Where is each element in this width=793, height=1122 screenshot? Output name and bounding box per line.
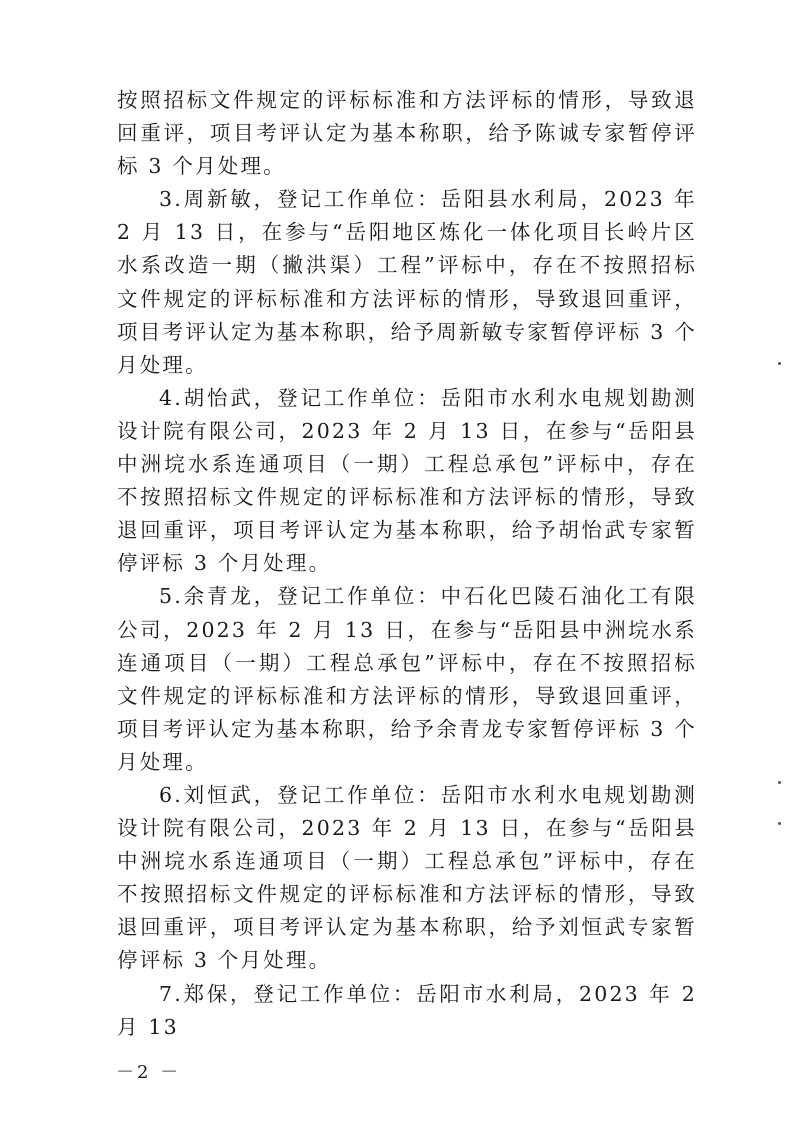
scan-speck bbox=[778, 781, 781, 784]
paragraph-item-4: 4.胡怡武，登记工作单位：岳阳市水利水电规划勘测设计院有限公司，2023 年 2 月 13 日，在参与“岳阳县中洲垸水系连通项目（一期）工程总承包”评标中，存在不按照招标文件规定的评标标准和方法评标的情形，导致退回重评，项目考评认定为基本称职，给予胡怡武专家暂停评标 3 个月处理。 bbox=[117, 385, 697, 576]
document-body bbox=[117, 84, 697, 1044]
paragraph-item-7: 7.郑保，登记工作单位：岳阳市水利局，2023 年 2 月 13 bbox=[117, 981, 697, 1039]
paragraph-item-5: 5.余青龙，登记工作单位：中石化巴陵石油化工有限公司，2023 年 2 月 13 日，在参与“岳阳县中洲垸水系连通项目（一期）工程总承包”评标中，存在不按照招标文件规定的评标标准和方法评标的情形，导致退回重评，项目考评认定为基本称职，给予余青龙专家暂停评标 3 个月处理。 bbox=[117, 584, 697, 774]
page-number: －2 － bbox=[116, 1062, 182, 1083]
paragraph-continuation: 按照招标文件规定的评标标准和方法评标的情形，导致退回重评，项目考评认定为基本称职，给予陈诚专家暂停评标 3 个月处理。 bbox=[117, 88, 697, 179]
paragraph-item-3: 3.周新敏，登记工作单位：岳阳县水利局，2023 年 2 月 13 日，在参与“岳阳地区炼化一体化项目长岭片区水系改造一期（撇洪渠）工程”评标中，存在不按照招标文件规定的评标标准和方法评标的情形，导致退回重评，项目考评认定为基本称职，给予周新敏专家暂停评标 3 个月处理。 bbox=[117, 187, 697, 377]
paragraph-item-6: 6.刘恒武，登记工作单位：岳阳市水利水电规划勘测设计院有限公司，2023 年 2 月 13 日，在参与“岳阳县中洲垸水系连通项目（一期）工程总承包”评标中，存在不按照招标文件规定的评标标准和方法评标的情形，导致退回重评，项目考评认定为基本称职，给予刘恒武专家暂停评标 3 个月处理。 bbox=[117, 782, 697, 973]
scan-speck bbox=[778, 822, 781, 825]
scan-speck bbox=[778, 362, 781, 365]
